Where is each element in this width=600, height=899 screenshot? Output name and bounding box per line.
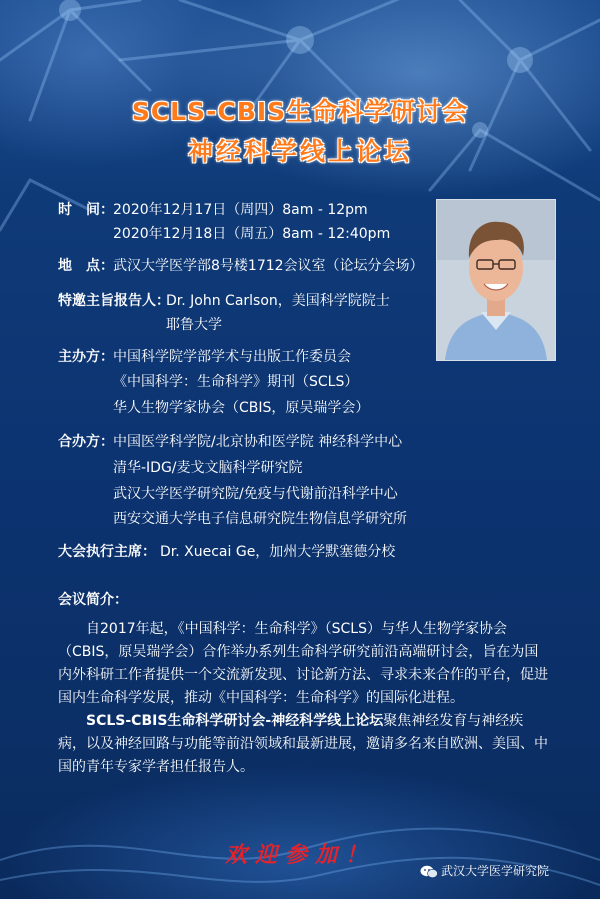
place-label: 地 点： [58, 258, 114, 274]
wechat-icon [420, 865, 438, 879]
host-item-2: 《中国科学：生命科学》期刊（SCLS） [113, 374, 359, 390]
intro-heading: 会议简介： [58, 592, 128, 608]
speaker-photo [436, 199, 556, 361]
cohost-label: 合办方： [58, 434, 114, 450]
watermark-text: 武汉大学医学研究院 [441, 864, 550, 878]
intro-paragraph-1: 自2017年起，《中国科学：生命科学》（SCLS）与华人生物学家协会（CBIS，原吴瑞学会）合作举办系列生命科学研究前沿高端研讨会，旨在为国内外科研工作者提供一个交流新发现、讨论新方法、寻求未来合作的平台，促进国内生命科学发展，推动《中国科学：生命科学》的国际化进程。 [58, 621, 548, 706]
intro-body [58, 618, 548, 779]
cohost-item-2: 清华-IDG/麦戈文脑科学研究院 [113, 460, 303, 476]
host-item-3: 华人生物学家协会（CBIS，原吴瑞学会） [113, 400, 370, 416]
watermark [420, 862, 549, 879]
time-line-1: 2020年12月17日（周四）8am - 12pm [113, 202, 368, 218]
intro-paragraph-2-rest: 聚焦神经发育与神经疾病，以及神经回路与功能等前沿领域和最新进展，邀请多名来自欧洲、美国、中国的青年专家学者担任报告人。 [58, 713, 548, 775]
time-line-2: 2020年12月18日（周五）8am - 12:40pm [113, 226, 391, 242]
title-line-1: SCLS-CBIS生命科学研讨会 [131, 97, 469, 126]
host-item-1: 中国科学院学部学术与出版工作委员会 [113, 349, 351, 365]
speaker-label: 特邀主旨报告人： [58, 293, 170, 309]
speaker-line-1: Dr. John Carlson，美国科学院院士 [166, 293, 390, 309]
cohost-item-4: 西安交通大学电子信息研究院生物信息学研究所 [113, 511, 407, 527]
time-label: 时 间： [58, 202, 114, 218]
title-line-2: 神经科学线上论坛 [187, 137, 412, 166]
speaker-line-2: 耶鲁大学 [166, 317, 222, 333]
intro-paragraph-2 [58, 710, 548, 779]
chair-label: 大会执行主席： [58, 544, 156, 560]
chair-value: Dr. Xuecai Ge，加州大学默塞德分校 [160, 544, 396, 560]
cohost-item-1: 中国医学科学院/北京协和医学院 神经科学中心 [113, 434, 403, 450]
place-value: 武汉大学医学部8号楼1712会议室（论坛分会场） [113, 258, 424, 274]
intro-paragraph-2-bold: SCLS-CBIS生命科学研讨会-神经科学线上论坛 [86, 713, 384, 729]
cohost-item-3: 武汉大学医学研究院/免疫与代谢前沿科学中心 [113, 486, 398, 502]
welcome-text: 欢迎参加！ [224, 842, 375, 868]
host-label: 主办方： [58, 349, 114, 365]
